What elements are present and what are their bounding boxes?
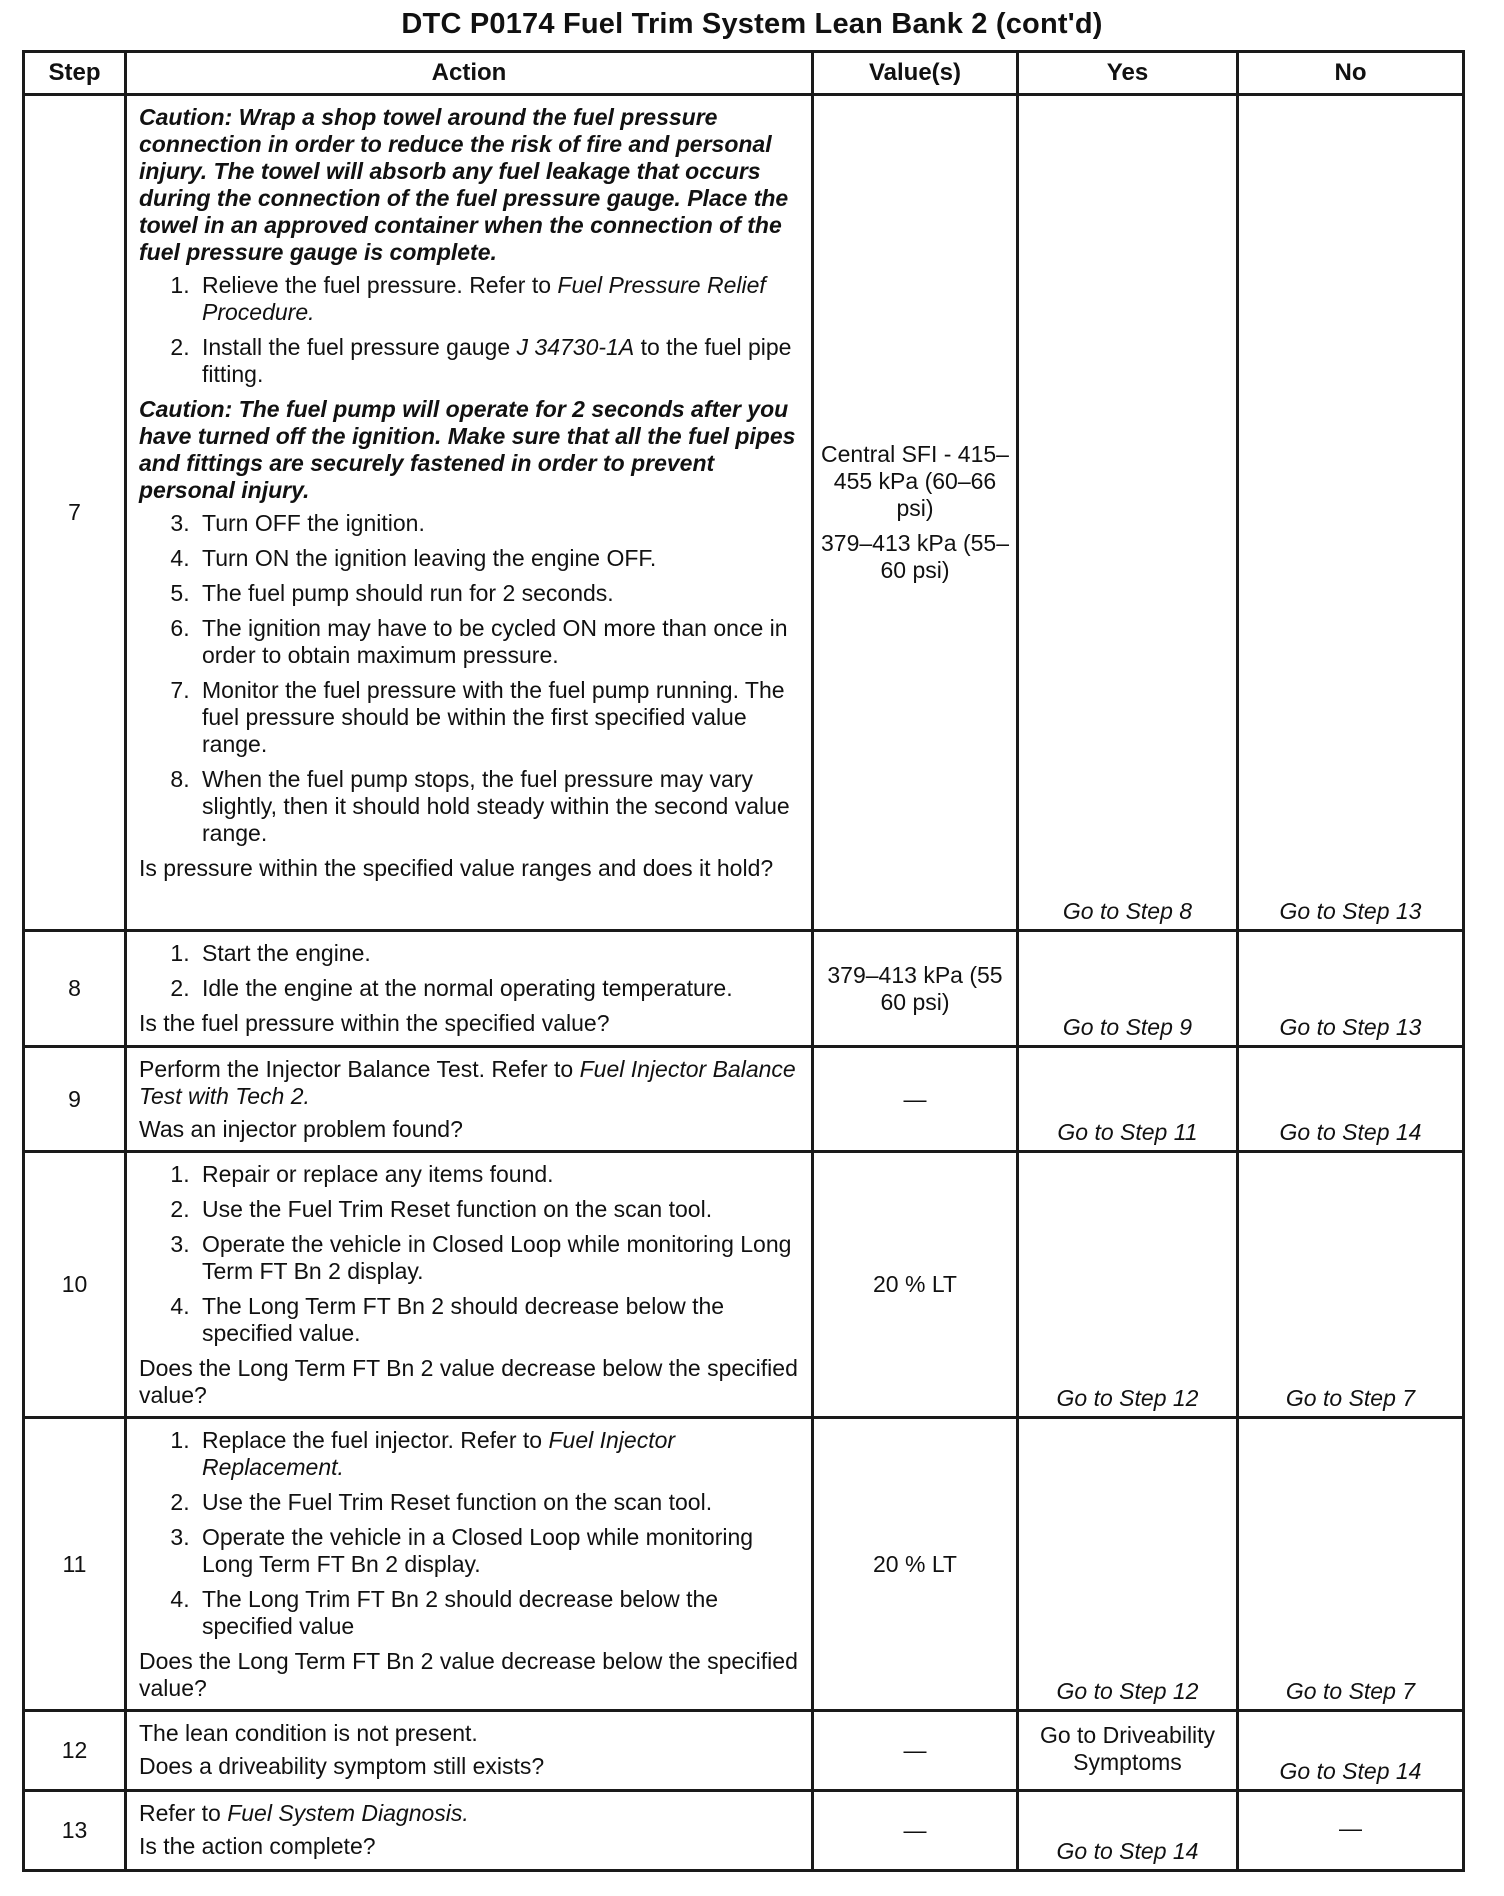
- header-step: Step: [24, 52, 126, 95]
- no-cell: —: [1238, 1791, 1464, 1871]
- value-cell: 20 % LT: [813, 1418, 1018, 1711]
- header-yes: Yes: [1018, 52, 1238, 95]
- table-row: [24, 931, 1464, 1047]
- list-item: 3. Turn OFF the ignition.: [196, 510, 801, 537]
- list-item: 2. Idle the engine at the normal operating temperature.: [196, 975, 801, 1002]
- step-number: 11: [24, 1418, 126, 1711]
- step-number: 8: [24, 931, 126, 1047]
- action-text-plain: Perform the Injector Balance Test. Refer to: [139, 1056, 580, 1082]
- no-cell: Go to Step 14: [1238, 1711, 1464, 1791]
- action-cell: [126, 1418, 813, 1711]
- no-cell: Go to Step 13: [1238, 931, 1464, 1047]
- action-text: [139, 1056, 801, 1110]
- action-cell: [126, 1711, 813, 1791]
- value-cell: 20 % LT: [813, 1152, 1018, 1418]
- list-item: 4. Turn ON the ignition leaving the engine OFF.: [196, 545, 801, 572]
- step-number: 10: [24, 1152, 126, 1418]
- action-list: [139, 1427, 801, 1640]
- step-number: 13: [24, 1791, 126, 1871]
- yes-cell: Go to Step 9: [1018, 931, 1238, 1047]
- action-list: [139, 940, 801, 1002]
- no-cell: Go to Step 7: [1238, 1152, 1464, 1418]
- action-cell: [126, 95, 813, 931]
- yes-cell: Go to Step 12: [1018, 1418, 1238, 1711]
- value-cell: [813, 95, 1018, 931]
- value-text: 379–413 kPa (55 60 psi): [827, 961, 1003, 1015]
- question-text: Does the Long Term FT Bn 2 value decrease below the specified value?: [139, 1355, 798, 1408]
- action-text: [139, 1800, 801, 1827]
- step-number: 7: [24, 95, 126, 931]
- value-cell: —: [813, 1047, 1018, 1152]
- question-text: Does the Long Term FT Bn 2 value decrease below the specified value?: [139, 1648, 798, 1701]
- caution-text: Caution: Wrap a shop towel around the fuel pressure connection in order to reduce the risk of fire and personal injury. The towel will absorb any fuel leakage that occurs during the connection of the fuel pressure gauge. Place the towel in an approved container when the connection of the fuel pressure gauge is complete.: [139, 104, 789, 265]
- list-item: [196, 1427, 801, 1481]
- table-row: [24, 1152, 1464, 1418]
- header-action: Action: [126, 52, 813, 95]
- yes-cell: Go to Step 14: [1018, 1791, 1238, 1871]
- action-list: [139, 272, 801, 388]
- yes-cell: [1018, 1711, 1238, 1791]
- page-title: DTC P0174 Fuel Trim System Lean Bank 2 (cont'd): [401, 8, 1103, 40]
- no-cell: Go to Step 13: [1238, 95, 1464, 931]
- list-item: 4. The Long Trim FT Bn 2 should decrease below the specified value: [196, 1586, 801, 1640]
- table-row: [24, 1418, 1464, 1711]
- list-item: [196, 272, 801, 326]
- action-cell: [126, 1791, 813, 1871]
- table-row: [24, 1711, 1464, 1791]
- tool-reference: J 34730-1A: [516, 334, 635, 360]
- value-cell: —: [813, 1711, 1018, 1791]
- list-item: 6. The ignition may have to be cycled ON more than once in order to obtain maximum pressure.: [196, 615, 801, 669]
- yes-cell: Go to Step 11: [1018, 1047, 1238, 1152]
- action-cell: [126, 1152, 813, 1418]
- question-text: Was an injector problem found?: [139, 1116, 463, 1142]
- action-text-plain: Refer to: [139, 1800, 228, 1826]
- list-item-text: Relieve the fuel pressure. Refer to: [202, 272, 558, 298]
- list-item: 1. Start the engine.: [196, 940, 801, 967]
- list-item: 5. The fuel pump should run for 2 seconds.: [196, 580, 801, 607]
- question-text: Does a driveability symptom still exists?: [139, 1753, 545, 1779]
- list-item: 2. Use the Fuel Trim Reset function on the scan tool.: [196, 1196, 801, 1223]
- list-item: 8. When the fuel pump stops, the fuel pressure may vary slightly, then it should hold steady within the second value range.: [196, 766, 801, 847]
- table-header-row: [24, 52, 1464, 95]
- yes-cell: Go to Step 8: [1018, 95, 1238, 931]
- action-cell: [126, 931, 813, 1047]
- list-item: 4. The Long Term FT Bn 2 should decrease below the specified value.: [196, 1293, 801, 1347]
- value-text: Central SFI - 415–455 kPa (60–66 psi): [821, 441, 1009, 521]
- list-item-text: Install the fuel pressure gauge: [202, 334, 517, 360]
- action-list: [139, 510, 801, 847]
- reference-link-text: Fuel Injector Replacement.: [202, 1427, 676, 1480]
- list-item: 7. Monitor the fuel pressure with the fuel pump running. The fuel pressure should be within the first specified value range.: [196, 677, 801, 758]
- reference-link-text: Fuel Pressure Relief Procedure.: [202, 272, 766, 325]
- diagnostic-table: [22, 50, 1465, 1872]
- question-text: Is the action complete?: [139, 1833, 376, 1859]
- action-text: The lean condition is not present.: [139, 1720, 478, 1746]
- question-text: Is pressure within the specified value ranges and does it hold?: [139, 855, 774, 881]
- header-values: Value(s): [813, 52, 1018, 95]
- list-item-text: to the fuel pipe fitting.: [202, 334, 792, 387]
- action-cell: [126, 1047, 813, 1152]
- reference-link-text: Fuel System Diagnosis.: [227, 1800, 469, 1826]
- step-number: 9: [24, 1047, 126, 1152]
- table-row: [24, 95, 1464, 931]
- table-row: [24, 1791, 1464, 1871]
- value-cell: [813, 931, 1018, 1047]
- list-item: 3. Operate the vehicle in Closed Loop while monitoring Long Term FT Bn 2 display.: [196, 1231, 801, 1285]
- yes-text-line: Symptoms: [1073, 1748, 1182, 1775]
- no-cell: Go to Step 14: [1238, 1047, 1464, 1152]
- table-row: [24, 1047, 1464, 1152]
- list-item: 3. Operate the vehicle in a Closed Loop while monitoring Long Term FT Bn 2 display.: [196, 1524, 801, 1578]
- list-item: 2. Use the Fuel Trim Reset function on the scan tool.: [196, 1489, 801, 1516]
- reference-link-text: Fuel Injector Balance Test with Tech 2.: [139, 1056, 796, 1109]
- step-number: 12: [24, 1711, 126, 1791]
- question-text: Is the fuel pressure within the specified value?: [139, 1010, 610, 1036]
- yes-cell: Go to Step 12: [1018, 1152, 1238, 1418]
- list-item: 1. Repair or replace any items found.: [196, 1161, 801, 1188]
- value-text: 379–413 kPa (55–60 psi): [821, 530, 1009, 583]
- list-item: [196, 334, 801, 388]
- list-item-text: Replace the fuel injector. Refer to: [202, 1427, 549, 1453]
- value-cell: —: [813, 1791, 1018, 1871]
- no-cell: Go to Step 7: [1238, 1418, 1464, 1711]
- header-no: No: [1238, 52, 1464, 95]
- yes-text-line: Go to Driveability: [1039, 1721, 1216, 1748]
- action-list: [139, 1161, 801, 1347]
- caution-text: Caution: The fuel pump will operate for 2 seconds after you have turned off the ignition. Make sure that all the fuel pipes and fittings are securely fastened in order to prevent personal injury.: [139, 396, 796, 503]
